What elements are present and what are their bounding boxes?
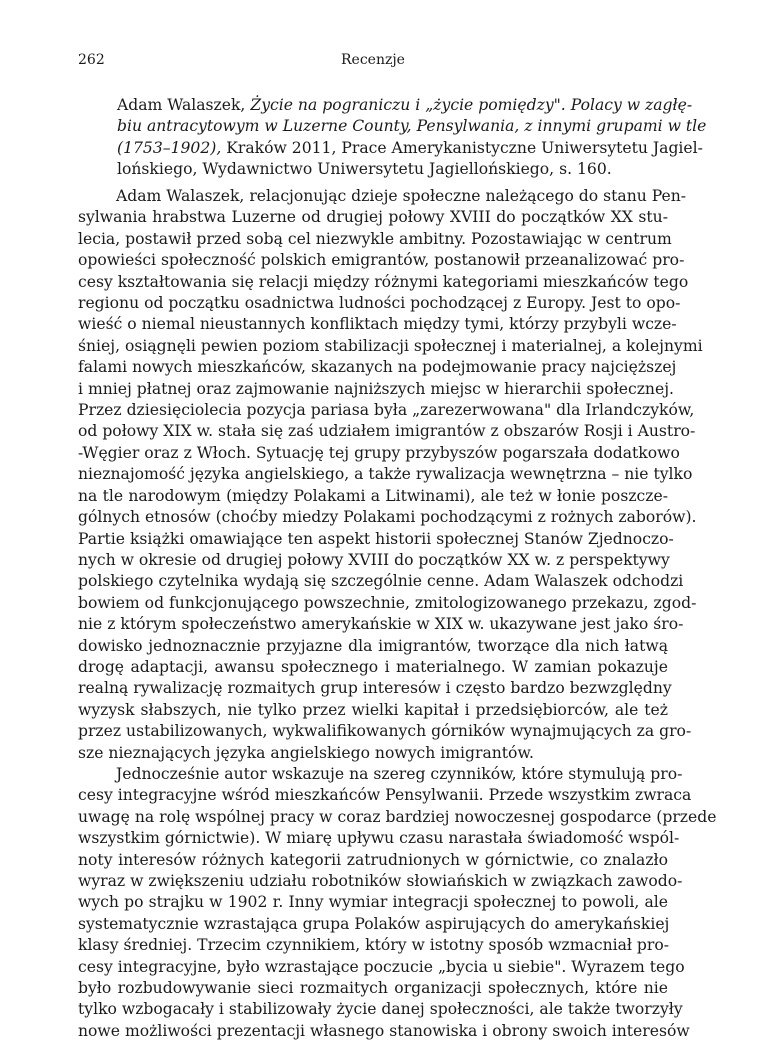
citation-line (117, 95, 693, 116)
body-line: cesy integracyjne, było wzrastające poczucie „bycia u siebie". Wyrazem tego (78, 957, 685, 976)
body-line: regionu od początku osadnictwa ludności pochodzącej z Europy. Jest to opo- (78, 294, 681, 313)
body-line: od połowy XIX w. stała się zaś udziałem imigrantów z obszarów Rosji i Austro- (78, 422, 696, 441)
citation-title-part: biu antracytowym w Luzerne County, Pensylwania, z innymi grupami w tle (117, 117, 707, 136)
body-line: noty interesów różnych kategorii zatrudnionych w górnictwie, co znalazło (78, 850, 668, 869)
body-line: Partie książki omawiające ten aspekt historii społecznej Stanów Zjednoczo- (78, 529, 674, 548)
review-body (78, 186, 717, 1042)
body-line: sze nieznających języka angielskiego nowych imigrantów. (78, 743, 534, 762)
body-line: lecia, postawił przed sobą cel niezwykle ambitny. Pozostawiając w centrum (78, 229, 672, 248)
body-line: było rozbudowywanie sieci rozmaitych organizacji społecznych, które nie (78, 979, 668, 998)
page-header (78, 52, 668, 72)
body-line: wych po strajku w 1902 r. Inny wymiar integracji społecznej to powoli, ale (78, 893, 668, 912)
citation-line (117, 159, 668, 180)
citation-title-part: Życie na pograniczu i „życie pomiędzy". Polacy w zagłę- (250, 96, 693, 114)
body-line: nie z którym społeczeństwo amerykańskie w XIX w. ukazywane jest jako śro- (78, 615, 684, 634)
body-line: Jednocześnie autor wskazuje na szereg czynników, które stymulują pro- (116, 764, 683, 783)
body-line: nowe możliwości prezentacji własnego stanowiska i obrony swoich interesów (78, 1021, 690, 1040)
citation-text-part: Kraków 2011, Prace Amerykanistyczne Uniwersytetu Jagiel- (221, 138, 703, 157)
citation-line (117, 116, 707, 137)
body-line: śniej, osiągnęli pewien poziom stabilizacji społecznej i materialnej, a kolejnymi (78, 336, 703, 355)
body-line: wyraz w zwiększeniu udziału robotników słowiańskich w związkach zawodo- (78, 872, 683, 890)
body-line: nieznajomość języka angielskiego, a także rywalizacja wewnętrzna – nie tylko (78, 465, 693, 484)
body-line: polskiego czytelnika wydają się szczególnie cenne. Adam Walaszek odchodzi (78, 572, 684, 591)
body-line: wszystkim górnictwie). W miarę upływu czasu narastała świadomość wspól- (78, 829, 680, 848)
body-line: falami nowych mieszkańców, skazanych na podejmowanie pracy najcięższej (78, 358, 677, 377)
body-line: wieść o niemal nieustannych konfliktach między tymi, którzy przybyli wcze- (78, 315, 677, 334)
body-line: Adam Walaszek, relacjonując dzieje społeczne należącego do stanu Pen- (116, 187, 687, 205)
book-citation (117, 95, 707, 181)
body-line: na tle narodowym (między Polakami a Litwinami), ale też w łonie poszcze- (78, 486, 668, 505)
body-line: dowisko jednoznacznie przyjazne dla imigrantów, tworzące dla nich łatwą (78, 636, 668, 655)
body-line: cesy integracyjne wśród mieszkańców Pensylwanii. Przede wszystkim zwraca (78, 786, 692, 805)
body-line: Przez dziesięciolecia pozycja pariasa była „zarezerwowana" dla Irlandczyków, (78, 401, 695, 420)
body-line: tylko wzbogacały i stabilizowały życie danej społeczności, ale także tworzyły (78, 1000, 683, 1019)
body-line: cesy kształtowania się relacji między różnymi kategoriami mieszkańców tego (78, 272, 689, 291)
body-line: realną rywalizację rozmaitych grup interesów i często bardzo bezwzględny (78, 679, 672, 698)
body-line: nych w okresie od drugiej połowy XVIII do początków XX w. z perspektywy (78, 550, 670, 569)
body-line: sylwania hrabstwa Luzerne od drugiej połowy XVIII do początków XX stu- (78, 208, 668, 227)
body-line: i mniej płatnej oraz zajmowanie najniższych miejsc w hierarchii społecznej. (78, 379, 674, 398)
body-line: opowieści społeczność polskich emigrantów, postanowił przeanalizować pro- (78, 251, 685, 270)
running-head: Recenzje (341, 52, 405, 68)
body-line: klasy średniej. Trzecim czynnikiem, który w istotny sposób wzmacniał pro- (78, 936, 670, 955)
body-line: drogę adaptacji, awansu społecznego i materialnego. W zamian pokazuje (78, 657, 668, 676)
body-line: bowiem od funkcjonującego powszechnie, zmitologizowanego przekazu, zgod- (78, 593, 697, 612)
body-line: przez ustabilizowanych, wykwalifikowanych górników wynajmujących za gro- (78, 722, 692, 741)
body-line: -Węgier oraz z Włoch. Sytuację tej grupy przybyszów pogarszała dodatkowo (78, 443, 680, 462)
citation-text-part: Adam Walaszek, (117, 96, 251, 114)
citation-line (117, 138, 703, 159)
body-line: gólnych etnosów (choćby miedzy Polakami pochodzącymi z rożnych zaborów). (78, 508, 697, 527)
page-number: 262 (78, 52, 105, 68)
body-line: systematycznie wzrastająca grupa Polaków aspirujących do amerykańskiej (78, 914, 670, 933)
body-line: uwagę na rolę wspólnej pracy w coraz bardziej nowoczesnej gospodarce (przede (78, 807, 717, 826)
citation-title-part: (1753–1902), (117, 138, 222, 157)
body-line: wyzysk słabszych, nie tylko przez wielki kapitał i przedsiębiorców, ale też (78, 700, 668, 719)
citation-text-part: lońskiego, Wydawnictwo Uniwersytetu Jagiellońskiego, s. 160. (117, 160, 612, 179)
